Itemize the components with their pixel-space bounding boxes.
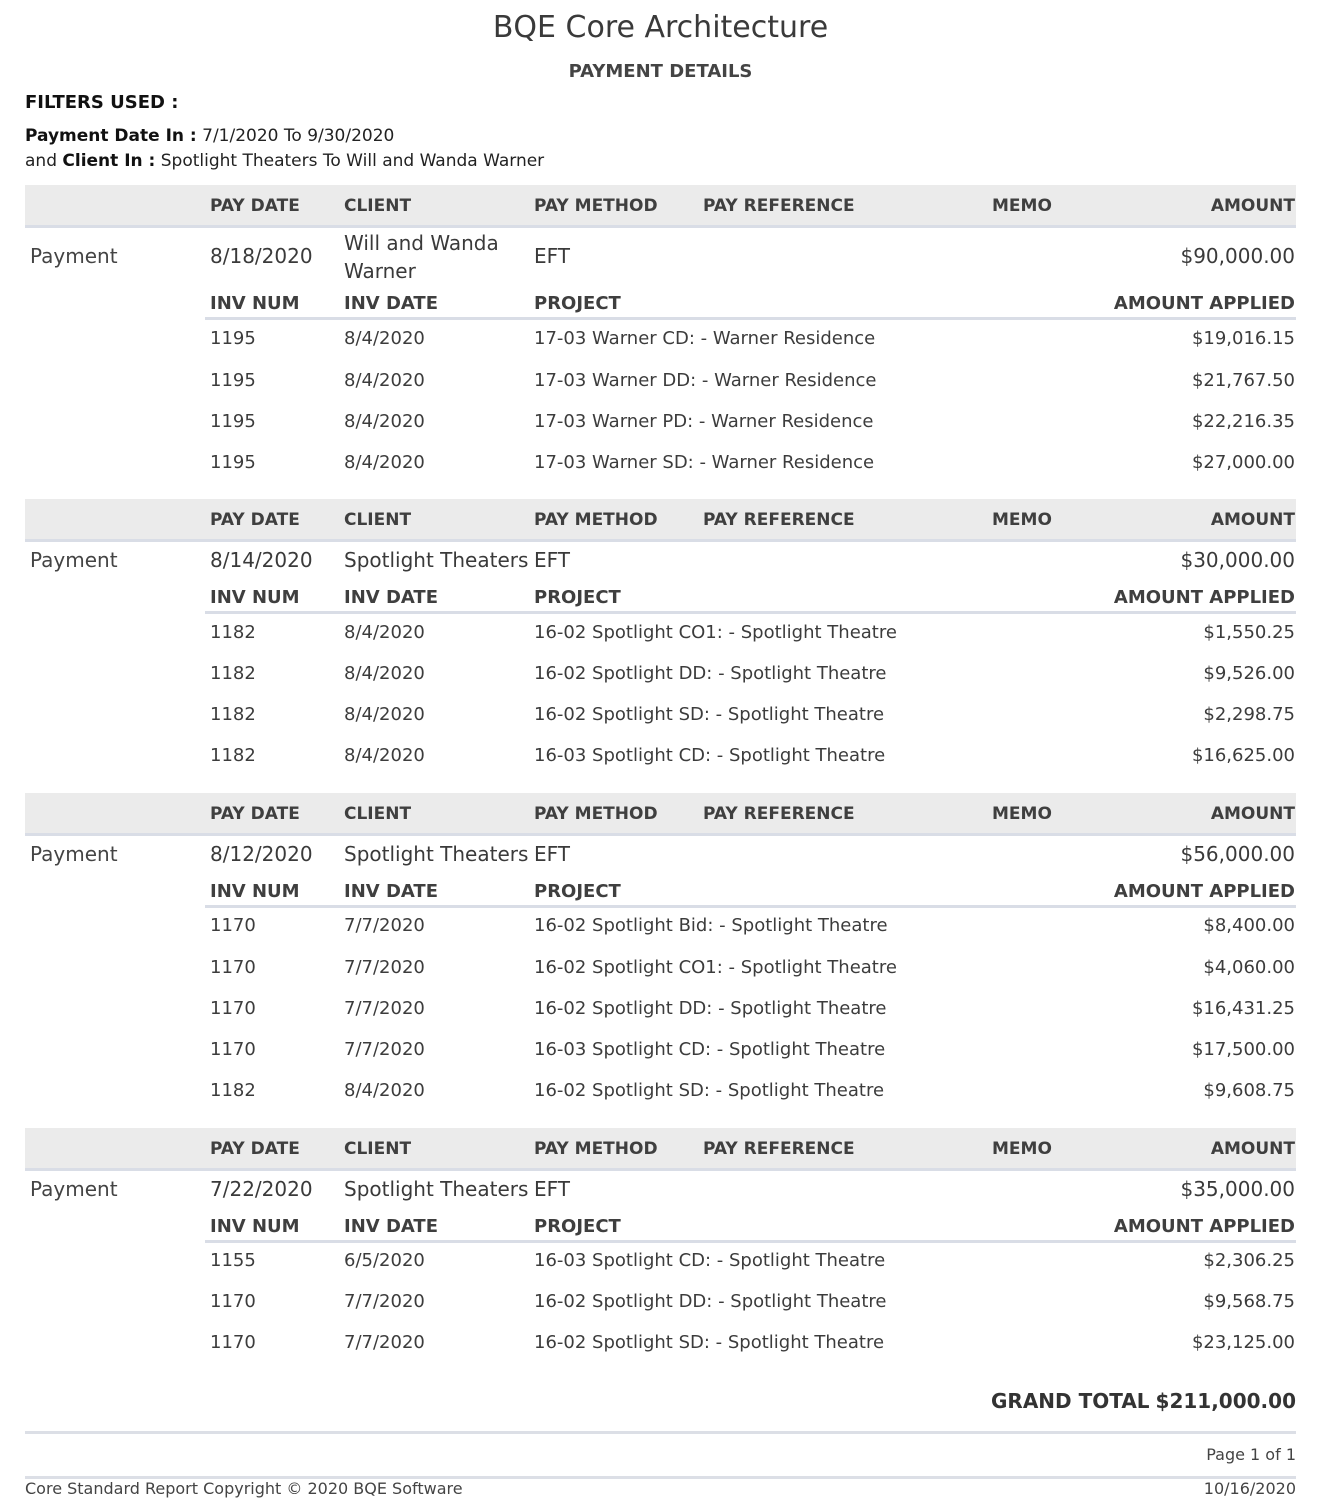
- invoice-line-row: [205, 1039, 1296, 1069]
- inv-date: 7/7/2020: [344, 1332, 425, 1353]
- project: 16-02 Spotlight SD: - Spotlight Theatre: [534, 1080, 885, 1101]
- invoice-line-row: [205, 1250, 1296, 1280]
- payment-client: Spotlight Theaters: [344, 1177, 529, 1201]
- column-project: PROJECT: [534, 587, 621, 608]
- page-number: Page 1 of 1: [1206, 1445, 1296, 1464]
- inv-num: 1195: [210, 328, 256, 349]
- column-amount-applied: AMOUNT APPLIED: [1113, 293, 1295, 314]
- project: 16-03 Spotlight CD: - Spotlight Theatre: [534, 745, 886, 766]
- column-pay-reference: PAY REFERENCE: [703, 804, 855, 824]
- column-pay-date: PAY DATE: [210, 510, 300, 530]
- inv-date: 8/4/2020: [344, 622, 425, 643]
- amount-applied: $9,568.75: [1203, 1291, 1295, 1312]
- invoice-column-header: [205, 585, 1296, 614]
- column-client: CLIENT: [344, 510, 412, 530]
- payment-date: 8/12/2020: [210, 842, 313, 866]
- inv-num: 1195: [210, 411, 256, 432]
- column-amount-applied: AMOUNT APPLIED: [1113, 881, 1295, 902]
- inv-date: 8/4/2020: [344, 704, 425, 725]
- column-inv-num: INV NUM: [210, 881, 300, 902]
- payment-method: EFT: [534, 548, 571, 572]
- project: 16-03 Spotlight CD: - Spotlight Theatre: [534, 1250, 886, 1271]
- inv-num: 1170: [210, 915, 256, 936]
- inv-date: 7/7/2020: [344, 1291, 425, 1312]
- filter-payment-date-label: Payment Date In :: [25, 126, 197, 146]
- column-inv-num: INV NUM: [210, 587, 300, 608]
- inv-num: 1170: [210, 1291, 256, 1312]
- inv-date: 7/7/2020: [344, 915, 425, 936]
- column-memo: MEMO: [992, 196, 1052, 216]
- column-amount: AMOUNT: [1210, 196, 1295, 216]
- column-inv-date: INV DATE: [344, 881, 439, 902]
- column-pay-reference: PAY REFERENCE: [703, 196, 855, 216]
- inv-date: 8/4/2020: [344, 411, 425, 432]
- invoice-line-row: [205, 622, 1296, 652]
- invoice-line-row: [205, 957, 1296, 987]
- invoice-line-row: [205, 452, 1296, 482]
- amount-applied: $2,298.75: [1203, 704, 1295, 725]
- inv-num: 1195: [210, 370, 256, 391]
- inv-num: 1182: [210, 622, 256, 643]
- inv-date: 7/7/2020: [344, 1039, 425, 1060]
- payment-label: Payment: [30, 244, 118, 268]
- amount-applied: $17,500.00: [1191, 1039, 1295, 1060]
- amount-applied: $9,608.75: [1203, 1080, 1295, 1101]
- column-amount: AMOUNT: [1210, 510, 1295, 530]
- payment-column-header: [25, 793, 1296, 836]
- amount-applied: $16,431.25: [1191, 998, 1295, 1019]
- column-client: CLIENT: [344, 1139, 412, 1159]
- project: 17-03 Warner DD: - Warner Residence: [534, 370, 877, 391]
- payment-date: 7/22/2020: [210, 1177, 313, 1201]
- payment-amount: $56,000.00: [1180, 842, 1295, 866]
- invoice-line-row: [205, 663, 1296, 693]
- inv-num: 1195: [210, 452, 256, 473]
- inv-date: 7/7/2020: [344, 998, 425, 1019]
- column-project: PROJECT: [534, 1216, 621, 1237]
- column-memo: MEMO: [992, 804, 1052, 824]
- invoice-line-row: [205, 1291, 1296, 1321]
- project: 16-02 Spotlight SD: - Spotlight Theatre: [534, 704, 885, 725]
- invoice-column-header: [205, 879, 1296, 908]
- payment-amount: $35,000.00: [1180, 1177, 1295, 1201]
- invoice-line-row: [205, 745, 1296, 775]
- invoice-line-row: [205, 411, 1296, 441]
- project: 16-03 Spotlight CD: - Spotlight Theatre: [534, 1039, 886, 1060]
- column-inv-num: INV NUM: [210, 1216, 300, 1237]
- amount-applied: $21,767.50: [1191, 370, 1295, 391]
- payment-date: 8/14/2020: [210, 548, 313, 572]
- payment-method: EFT: [534, 244, 571, 268]
- footer-divider-top: [25, 1431, 1296, 1434]
- amount-applied: $8,400.00: [1203, 915, 1295, 936]
- payment-label: Payment: [30, 842, 118, 866]
- amount-applied: $23,125.00: [1191, 1332, 1295, 1353]
- inv-num: 1182: [210, 1080, 256, 1101]
- report-title: PAYMENT DETAILS: [568, 61, 753, 82]
- project: 16-02 Spotlight DD: - Spotlight Theatre: [534, 998, 887, 1019]
- amount-applied: $1,550.25: [1203, 622, 1295, 643]
- amount-applied: $9,526.00: [1203, 663, 1295, 684]
- filter-client: [25, 151, 544, 171]
- column-inv-date: INV DATE: [344, 293, 439, 314]
- payment-amount: $30,000.00: [1180, 548, 1295, 572]
- column-inv-date: INV DATE: [344, 1216, 439, 1237]
- invoice-line-row: [205, 370, 1296, 400]
- payment-method: EFT: [534, 842, 571, 866]
- invoice-line-row: [205, 915, 1296, 945]
- company-name: BQE Core Architecture: [492, 10, 829, 45]
- filter-payment-date: [25, 126, 394, 146]
- inv-num: 1182: [210, 704, 256, 725]
- invoice-line-row: [205, 998, 1296, 1028]
- invoice-line-row: [205, 1332, 1296, 1362]
- inv-num: 1170: [210, 957, 256, 978]
- payment-amount: $90,000.00: [1180, 244, 1295, 268]
- column-amount-applied: AMOUNT APPLIED: [1113, 1216, 1295, 1237]
- column-pay-date: PAY DATE: [210, 804, 300, 824]
- footer-date: 10/16/2020: [1203, 1479, 1296, 1498]
- inv-date: 8/4/2020: [344, 452, 425, 473]
- inv-num: 1170: [210, 998, 256, 1019]
- amount-applied: $19,016.15: [1191, 328, 1295, 349]
- inv-date: 8/4/2020: [344, 328, 425, 349]
- column-amount: AMOUNT: [1210, 1139, 1295, 1159]
- inv-date: 6/5/2020: [344, 1250, 425, 1271]
- inv-num: 1182: [210, 663, 256, 684]
- inv-date: 8/4/2020: [344, 370, 425, 391]
- amount-applied: $4,060.00: [1203, 957, 1295, 978]
- project: 16-02 Spotlight CO1: - Spotlight Theatre: [534, 622, 897, 643]
- column-pay-method: PAY METHOD: [534, 804, 658, 824]
- project: 16-02 Spotlight Bid: - Spotlight Theatre: [534, 915, 888, 936]
- invoice-line-row: [205, 328, 1296, 358]
- column-pay-method: PAY METHOD: [534, 196, 658, 216]
- column-project: PROJECT: [534, 293, 621, 314]
- project: 17-03 Warner PD: - Warner Residence: [534, 411, 874, 432]
- column-pay-method: PAY METHOD: [534, 510, 658, 530]
- project: 16-02 Spotlight DD: - Spotlight Theatre: [534, 663, 887, 684]
- column-pay-date: PAY DATE: [210, 1139, 300, 1159]
- payment-date: 8/18/2020: [210, 244, 313, 268]
- column-client: CLIENT: [344, 804, 412, 824]
- report-page: [25, 0, 1296, 1507]
- grand-total-value: $211,000.00: [1155, 1389, 1296, 1413]
- column-pay-method: PAY METHOD: [534, 1139, 658, 1159]
- filters-heading: FILTERS USED :: [25, 92, 179, 113]
- payment-label: Payment: [30, 548, 118, 572]
- column-amount: AMOUNT: [1210, 804, 1295, 824]
- payment-client: Spotlight Theaters: [344, 842, 529, 866]
- column-amount-applied: AMOUNT APPLIED: [1113, 587, 1295, 608]
- project: 16-02 Spotlight CO1: - Spotlight Theatre: [534, 957, 897, 978]
- invoice-line-row: [205, 704, 1296, 734]
- column-inv-date: INV DATE: [344, 587, 439, 608]
- inv-date: 8/4/2020: [344, 745, 425, 766]
- filter-client-prefix: and: [25, 151, 63, 171]
- payment-column-header: [25, 1128, 1296, 1171]
- invoice-column-header: [205, 1214, 1296, 1243]
- inv-date: 7/7/2020: [344, 957, 425, 978]
- project: 16-02 Spotlight SD: - Spotlight Theatre: [534, 1332, 885, 1353]
- invoice-line-row: [205, 1080, 1296, 1110]
- inv-num: 1170: [210, 1039, 256, 1060]
- column-inv-num: INV NUM: [210, 293, 300, 314]
- column-project: PROJECT: [534, 881, 621, 902]
- grand-total-label: GRAND TOTAL: [991, 1389, 1150, 1413]
- payment-client: Will and Wanda Warner: [344, 231, 499, 283]
- column-client: CLIENT: [344, 196, 412, 216]
- payment-column-header: [25, 185, 1296, 228]
- inv-date: 8/4/2020: [344, 1080, 425, 1101]
- inv-num: 1170: [210, 1332, 256, 1353]
- filter-client-label: Client In :: [62, 151, 156, 171]
- inv-date: 8/4/2020: [344, 663, 425, 684]
- column-pay-date: PAY DATE: [210, 196, 300, 216]
- footer-copyright: Core Standard Report Copyright © 2020 BQE Software: [25, 1479, 463, 1498]
- column-pay-reference: PAY REFERENCE: [703, 510, 855, 530]
- invoice-column-header: [205, 291, 1296, 320]
- project: 17-03 Warner CD: - Warner Residence: [534, 328, 876, 349]
- amount-applied: $27,000.00: [1191, 452, 1295, 473]
- project: 16-02 Spotlight DD: - Spotlight Theatre: [534, 1291, 887, 1312]
- project: 17-03 Warner SD: - Warner Residence: [534, 452, 875, 473]
- filter-payment-date-value: 7/1/2020 To 9/30/2020: [196, 126, 395, 146]
- amount-applied: $2,306.25: [1203, 1250, 1295, 1271]
- amount-applied: $16,625.00: [1191, 745, 1295, 766]
- payment-column-header: [25, 499, 1296, 542]
- inv-num: 1182: [210, 745, 256, 766]
- column-memo: MEMO: [992, 510, 1052, 530]
- amount-applied: $22,216.35: [1191, 411, 1295, 432]
- payment-label: Payment: [30, 1177, 118, 1201]
- inv-num: 1155: [210, 1250, 256, 1271]
- filter-client-value: Spotlight Theaters To Will and Wanda Warner: [155, 151, 545, 171]
- column-memo: MEMO: [992, 1139, 1052, 1159]
- column-pay-reference: PAY REFERENCE: [703, 1139, 855, 1159]
- payment-client: Spotlight Theaters: [344, 548, 529, 572]
- payment-method: EFT: [534, 1177, 571, 1201]
